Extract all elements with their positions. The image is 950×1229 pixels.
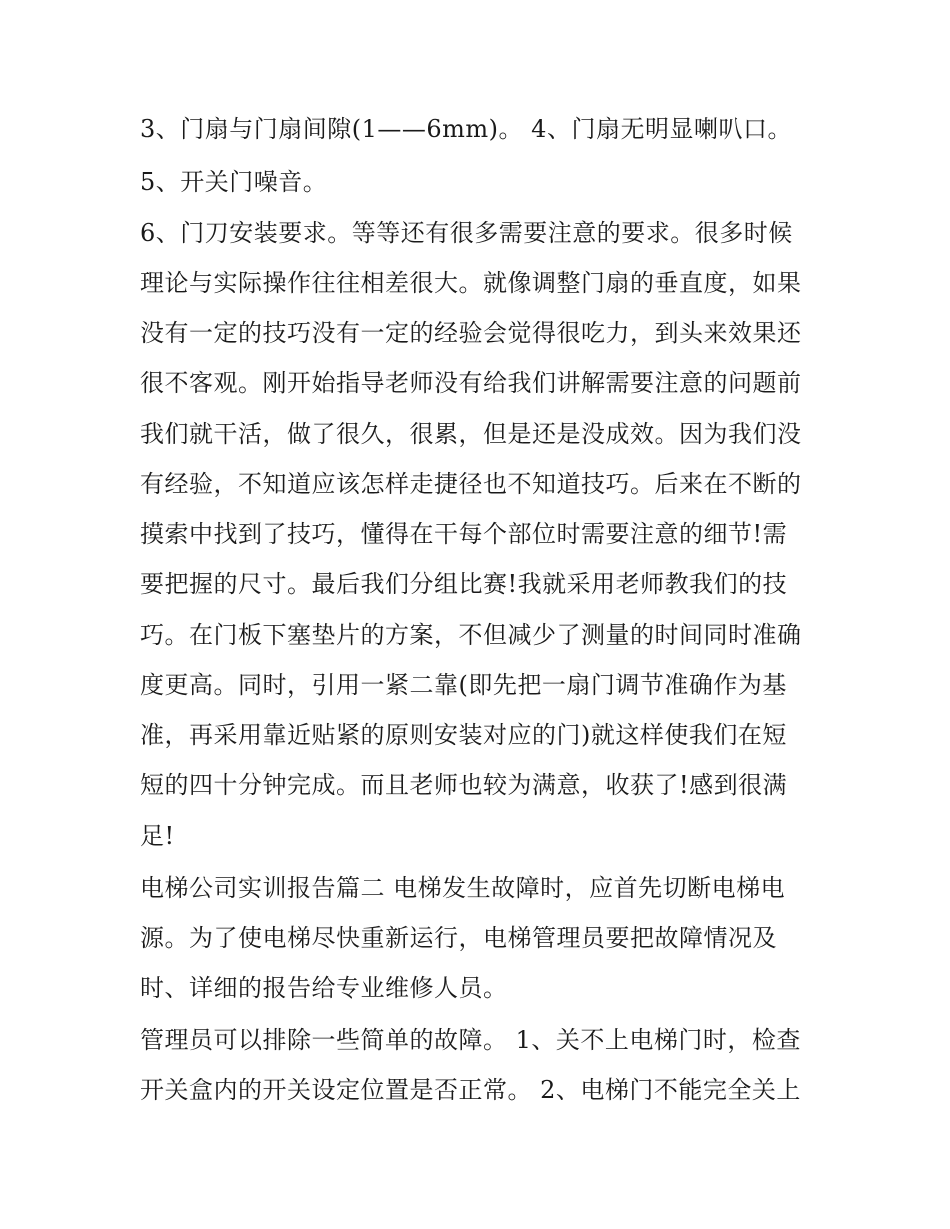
text-line: 有经验，不知道应该怎样走捷径也不知道技巧。后来在不断的 <box>140 470 802 498</box>
text-line: 巧。在门板下塞垫片的方案，不但减少了测量的时间同时准确 <box>140 621 802 649</box>
text-line: 理论与实际操作往往相差很大。就像调整门扇的垂直度，如果 <box>140 269 802 297</box>
text-line: 6、门刀安装要求。等等还有很多需要注意的要求。很多时候 <box>140 219 793 247</box>
text-line: 3、门扇与门扇间隙(1——6mm)。 4、门扇无明显喇叭口。 <box>140 115 792 143</box>
text-line: 足! <box>140 822 175 850</box>
text-line: 5、开关门噪音。 <box>140 168 328 196</box>
text-line: 电梯公司实训报告篇二 电梯发生故障时，应首先切断电梯电 <box>140 874 786 902</box>
text-line: 开关盒内的开关设定位置是否正常。 2、电梯门不能完全关上 <box>140 1076 801 1104</box>
text-line: 没有一定的技巧没有一定的经验会觉得很吃力，到头来效果还 <box>140 319 802 347</box>
text-line: 短的四十分钟完成。而且老师也较为满意，收获了!感到很满 <box>140 771 788 799</box>
text-line: 我们就干活，做了很久，很累，但是还是没成效。因为我们没 <box>140 420 802 448</box>
text-line: 摸索中找到了技巧，懂得在干每个部位时需要注意的细节!需 <box>140 520 788 548</box>
text-line: 源。为了使电梯尽快重新运行，电梯管理员要把故障情况及 <box>140 924 777 952</box>
text-line: 时、详细的报告给专业维修人员。 <box>140 974 508 1002</box>
text-line: 准，再采用靠近贴紧的原则安装对应的门)就这样使我们在短 <box>140 721 787 749</box>
text-line: 管理员可以排除一些简单的故障。 1、关不上电梯门时，检查 <box>140 1026 801 1054</box>
text-line: 很不客观。刚开始指导老师没有给我们讲解需要注意的问题前 <box>140 369 802 397</box>
text-line: 度更高。同时，引用一紧二靠(即先把一扇门调节准确作为基 <box>140 671 787 699</box>
text-line: 要把握的尺寸。最后我们分组比赛!我就采用老师教我们的技 <box>140 570 788 598</box>
